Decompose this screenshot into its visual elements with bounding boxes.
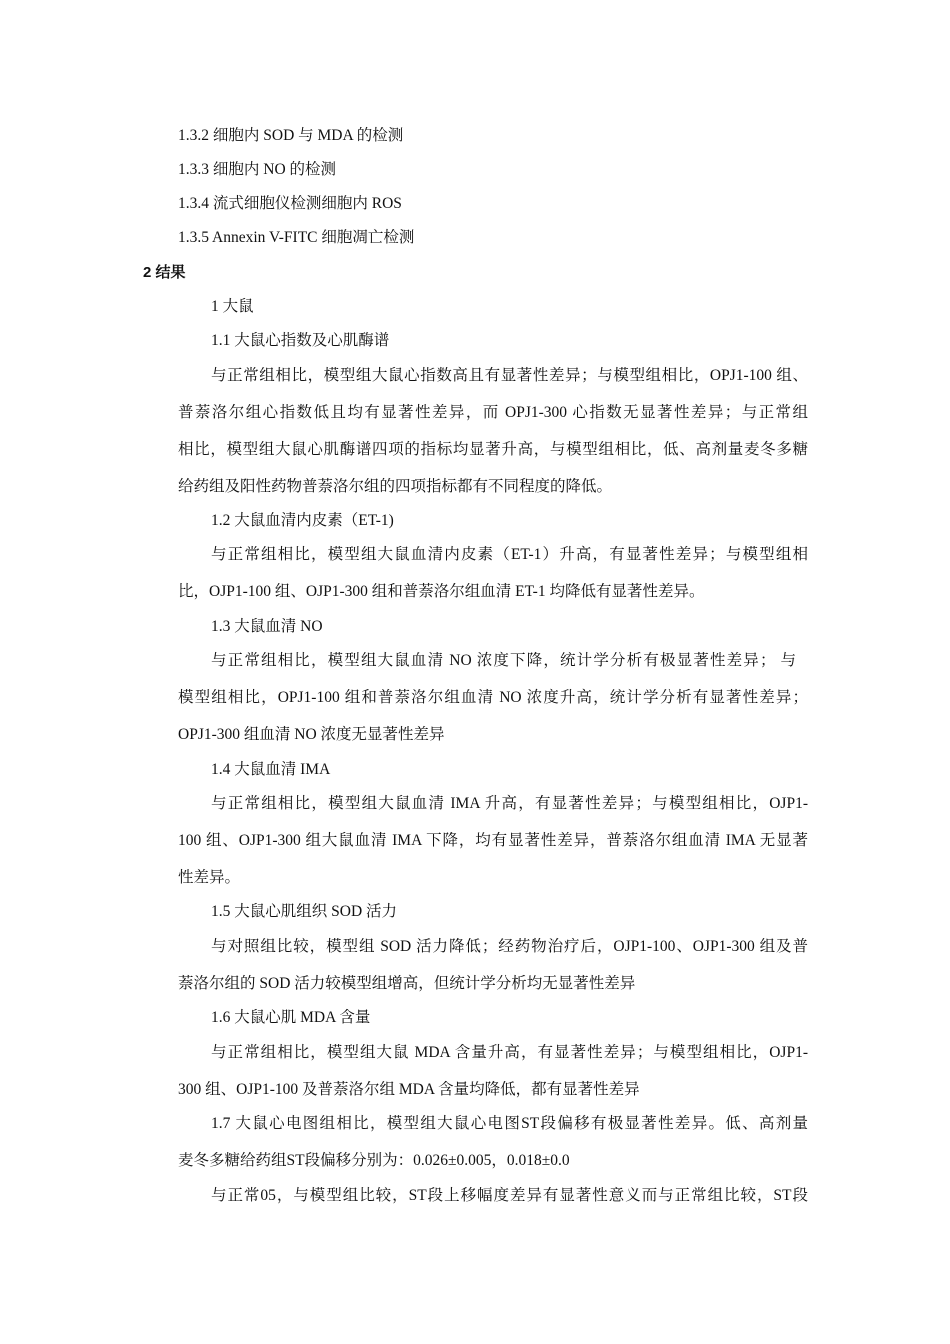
heading-1-6: 1.6 大鼠心肌 MDA 含量 <box>211 1009 371 1026</box>
p17-line-3: 与正常05，与模型组比较，ST段上移幅度差异有显著性意义而与正常组比较，ST段 <box>211 1187 808 1204</box>
p16-line-2: 300 组、OJP1-100 及普萘洛尔组 MDA 含量均降低，都有显著性差异 <box>178 1081 640 1098</box>
p11-line-3: 相比，模型组大鼠心肌酶谱四项的指标均显著升高，与模型组相比，低、高剂量麦冬多糖 <box>178 441 808 458</box>
p13-line-1: 与正常组相比，模型组大鼠血清 NO 浓度下降，统计学分析有极显著性差异； 与 <box>211 652 796 669</box>
p13-line-3: OPJ1-300 组血清 NO 浓度无显著性差异 <box>178 726 445 743</box>
heading-1-1: 1.1 大鼠心指数及心肌酶谱 <box>211 332 390 349</box>
p11-line-1: 与正常组相比，模型组大鼠心指数高且有显著性差异；与模型组相比，OPJ1-100 组、 <box>211 367 808 384</box>
p17-line-1: 1.7 大鼠心电图组相比，模型组大鼠心电图ST段偏移有极显著性差异。低、高剂量 <box>211 1115 808 1132</box>
heading-1-3: 1.3 大鼠血清 NO <box>211 618 323 635</box>
section-1-3-3: 1.3.3 细胞内 NO 的检测 <box>178 161 337 178</box>
p11-line-4: 给药组及阳性药物普萘洛尔组的四项指标都有不同程度的降低。 <box>178 478 613 495</box>
p13-line-2: 模型组相比，OPJ1-100 组和普萘洛尔组血清 NO 浓度升高，统计学分析有显著性差异； <box>178 689 808 706</box>
p15-line-2: 萘洛尔组的 SOD 活力较模型组增高，但统计学分析均无显著性差异 <box>178 975 636 992</box>
p12-line-1: 与正常组相比，模型组大鼠血清内皮素（ET-1）升高，有显著性差异；与模型组相 <box>211 546 808 563</box>
rat-heading: 1 大鼠 <box>211 298 254 315</box>
results-heading: 2 结果 <box>143 264 186 281</box>
p14-line-3: 性差异。 <box>178 869 241 886</box>
heading-1-5: 1.5 大鼠心肌组织 SOD 活力 <box>211 903 398 920</box>
section-1-3-2: 1.3.2 细胞内 SOD 与 MDA 的检测 <box>178 127 404 144</box>
heading-1-4: 1.4 大鼠血清 IMA <box>211 761 331 778</box>
section-1-3-4: 1.3.4 流式细胞仪检测细胞内 ROS <box>178 195 402 212</box>
heading-1-2: 1.2 大鼠血清内皮素（ET-1) <box>211 512 394 529</box>
p17-line-2: 麦冬多糖给药组ST段偏移分别为：0.026±0.005，0.018±0.0 <box>178 1152 570 1169</box>
p14-line-1: 与正常组相比，模型组大鼠血清 IMA 升高，有显著性差异；与模型组相比，OJP1- <box>211 795 808 812</box>
p15-line-1: 与对照组比较，模型组 SOD 活力降低；经药物治疗后，OJP1-100、OJP1-300 组及普 <box>211 938 808 955</box>
p14-line-2: 100 组、OJP1-300 组大鼠血清 IMA 下降，均有显著性差异，普萘洛尔组血清 IMA 无显著 <box>178 832 808 849</box>
p16-line-1: 与正常组相比，模型组大鼠 MDA 含量升高，有显著性差异；与模型组相比，OJP1- <box>211 1044 808 1061</box>
section-1-3-5: 1.3.5 Annexin V-FITC 细胞凋亡检测 <box>178 229 415 246</box>
p11-line-2: 普萘洛尔组心指数低且均有显著性差异，而 OPJ1-300 心指数无显著性差异；与正常组 <box>178 404 808 421</box>
p12-line-2: 比，OJP1-100 组、OJP1-300 组和普萘洛尔组血清 ET-1 均降低有显著性差异。 <box>178 583 705 600</box>
